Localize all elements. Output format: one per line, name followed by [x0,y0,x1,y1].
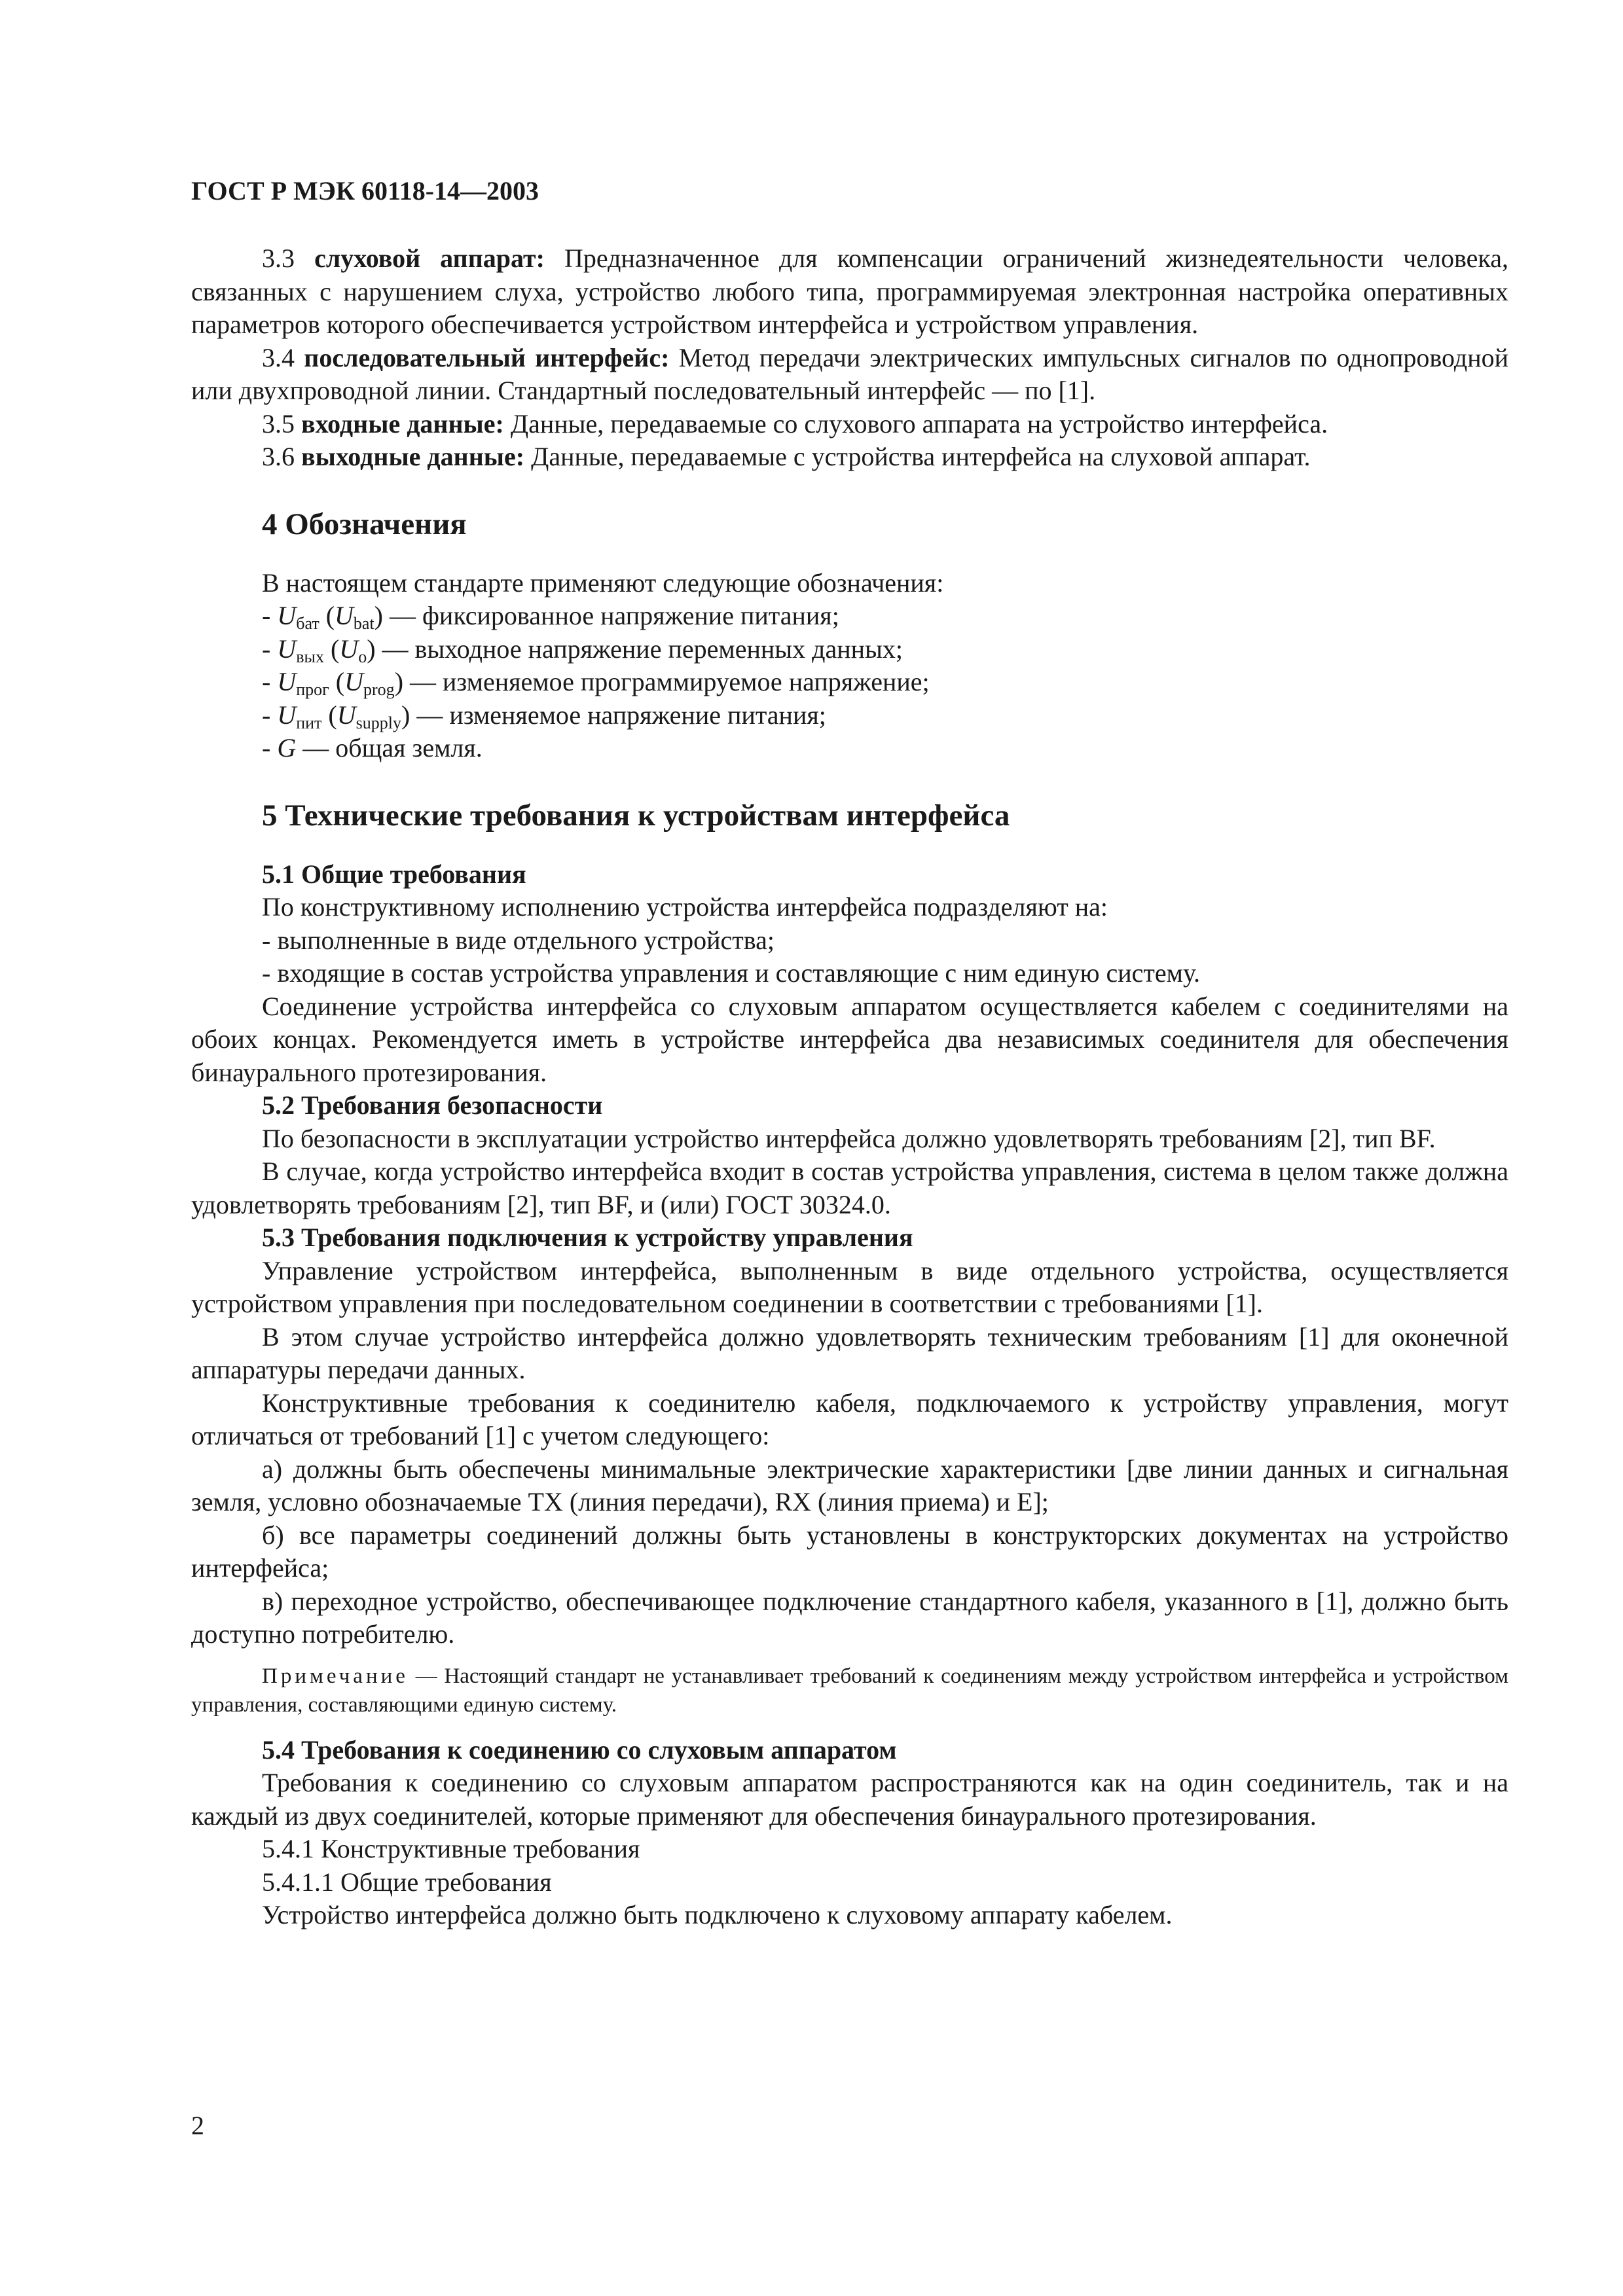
definition-3-6: 3.6 выходные данные: Данные, передаваемые с устройства интерфейса на слуховой аппарат. [262,442,1311,471]
subsection-5-3-p1: Управление устройством интерфейса, выполненным в виде отдельного устройства, осуществляется устройством управления при последовательном соединении в соответствии с требованиями [1]. [191,1255,1508,1318]
note [191,1662,1508,1719]
section-4-title: 4 Обозначения [262,507,467,541]
symbol-u-supply: - $U_{пит}$ $(U_{supply})$ — изменяемое напряжение питания; [262,700,826,732]
subsection-5-1-title: 5.1 Общие требования [262,859,526,889]
symbol-u-prog: - $U_{прог}$ $(U_{prog})$ — изменяемое программируемое напряжение; [262,667,930,699]
note-label: Примечание [262,1664,409,1688]
subsection-5-1-list-1: - выполненные в виде отдельного устройства; [262,925,775,955]
clause-5-4-1-1-text: Устройство интерфейса должно быть подключено к слуховому аппарату кабелем. [262,1900,1173,1929]
subsection-5-3-p3: Конструктивные требования к соединителю кабеля, подключаемого к устройству управления, могут отличаться от требований [1] с учетом следующего: [191,1388,1508,1450]
page-number: 2 [191,2111,204,2140]
subsection-5-3-title: 5.3 Требования подключения к устройству управления [262,1223,913,1252]
symbol-g: - G — общая земля. [262,733,483,762]
subsection-5-4-title: 5.4 Требования к соединению со слуховым аппаратом [262,1734,897,1765]
subsection-5-1-p1: По конструктивному исполнению устройства интерфейса подразделяют на: [262,892,1108,922]
subsection-5-2-p2: В случае, когда устройство интерфейса входит в состав устройства управления, система в целом также должна удовлетворять требованиям [2], тип BF, и (или) ГОСТ 30324.0. [191,1157,1508,1219]
subsection-5-2-p1: По безопасности в эксплуатации устройство интерфейса должно удовлетворять требованиям [2], тип BF. [262,1123,1436,1153]
section-4-intro: В настоящем стандарте применяют следующие обозначения: [262,567,944,598]
subsection-5-4-p1: Требования к соединению со слуховым аппаратом распространяются как на один соединитель, так и на каждый из двух соединителей, которые применяют для обеспечения бинаурального протезирования. [191,1768,1508,1831]
clause-5-4-1: 5.4.1 Конструктивные требования [262,1834,640,1863]
section-5-title: 5 Технические требования к устройствам интерфейса [262,798,1010,833]
clause-5-4-1-1: 5.4.1.1 Общие требования [262,1867,552,1897]
subsection-5-3-item-c: в) переходное устройство, обеспечивающее подключение стандартного кабеля, указанного в [1], должно быть доступно потребителю. [191,1586,1508,1649]
subsection-5-3-item-b: б) все параметры соединений должны быть установлены в конструкторских документах на устройство интерфейса; [191,1520,1508,1583]
note-text: — Настоящий стандарт не устанавливает требований к соединениям между устройством интерфейса и устройством управления, составляющими единую систему. [191,1664,1509,1717]
page-body [191,242,1508,1932]
subsection-5-3-item-a: а) должны быть обеспечены минимальные электрические характеристики [две линии данных и сигнальная земля, условно обозначаемые TX (линия передачи), RX (линия приема) и E]; [191,1454,1508,1516]
subsection-5-1-list-2: - входящие в состав устройства управления и составляющие с ним единую систему. [262,958,1200,988]
subsection-5-1-p2: Соединение устройства интерфейса со слуховым аппаратом осуществляется кабелем с соединителями на обоих концах. Рекомендуется иметь в устройстве интерфейса два независимых соединителя для обеспечения бинаурального протезирования. [191,991,1508,1087]
subsection-5-3-p2: В этом случае устройство интерфейса должно удовлетворять техническим требованиям [1] для оконечной аппаратуры передачи данных. [191,1321,1508,1384]
symbol-u-out: - $U_{вых}$ $(U_o)$ — выходное напряжение переменных данных; [262,634,903,666]
definition-3-3: 3.3 слуховой аппарат: Предназначенное для компенсации ограничений жизнедеятельности человека, связанных с нарушением слуха, устройство любого типа, программируемая электронная настройка оперативных параметров которого обеспечивается устройством интерфейса и устройством управления. [191,243,1508,339]
definition-3-5: 3.5 входные данные: Данные, передаваемые со слухового аппарата на устройство интерфейса. [262,408,1328,439]
running-header: ГОСТ Р МЭК 60118-14—2003 [191,176,539,206]
definition-3-4: 3.4 последовательный интерфейс: Метод передачи электрических импульсных сигналов по однопроводной или двухпроводной линии. Стандартный последовательный интерфейс — по [1]. [191,342,1509,405]
subsection-5-2-title: 5.2 Требования безопасности [262,1090,603,1120]
symbol-u-bat: - $U_{бат}$ $(U_{bat})$ — фиксированное напряжение питания; [262,601,839,633]
